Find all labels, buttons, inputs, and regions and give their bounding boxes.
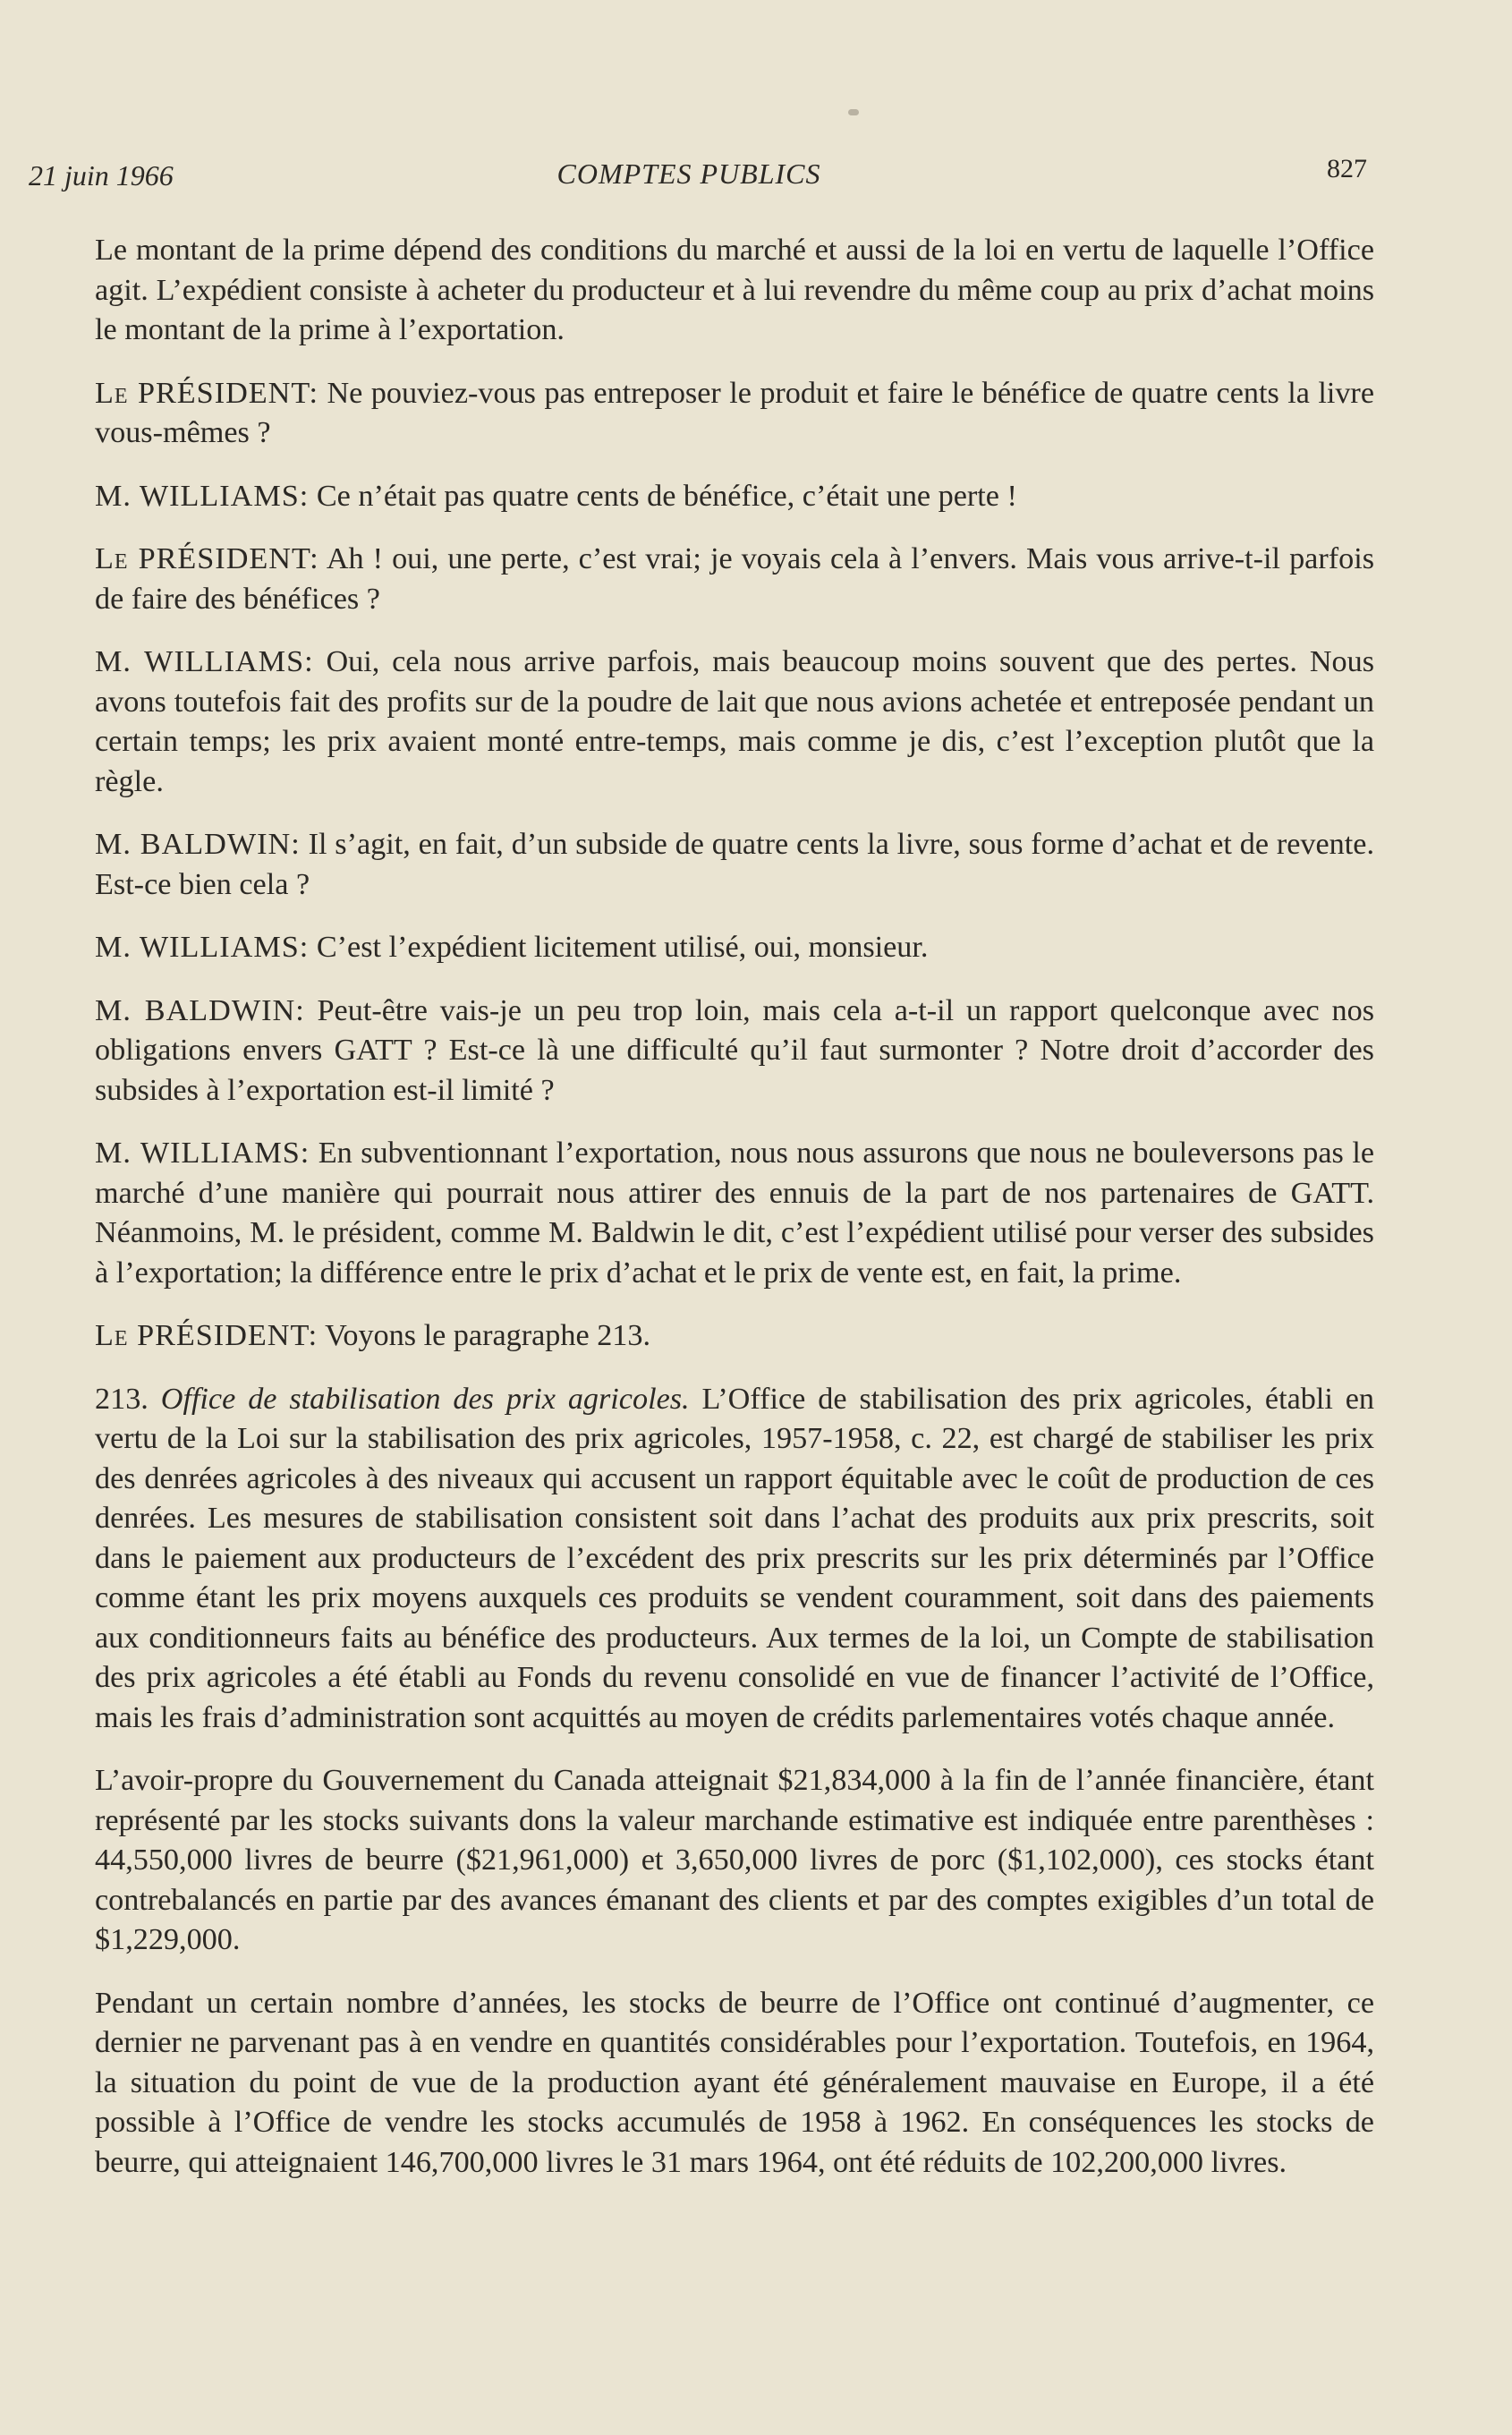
dialogue-paragraph	[95, 374, 1374, 454]
dialogue-paragraph	[95, 643, 1374, 802]
paragraph	[95, 1761, 1374, 1961]
speaker-label: M. WILLIAMS:	[95, 479, 310, 513]
dialogue-paragraph	[95, 928, 1374, 968]
paragraph-text: Il s’agit, en fait, d’un subside de quatre cents la livre, sous forme d’achat et de revente. Est-ce bien cela ?	[95, 828, 1374, 901]
speaker-label: M. BALDWIN:	[95, 993, 305, 1027]
section-text: L’Office de stabilisation des prix agricoles, établi en vertu de la Loi sur la stabilisation des prix agricoles, 1957-1958, c. 22, est chargé de stabiliser les prix des denrées agricoles à des niveaux qui accusent un rapport équitable avec le coût de production de ces denrées. Les mesures de stabilisation consistent soit dans l’achat des produits aux prix prescrits, soit dans le paiement aux producteurs de l’excédent des prix prescrits sur les prix déterminés par l’Office comme étant les prix moyens auxquels ces produits se vendent couramment, soit dans des paiements aux conditionneurs faits au bénéfice des producteurs. Aux termes de la loi, un Compte de stabilisation des prix agricoles a été établi au Fonds du revenu consolidé en vue de financer l’activité de l’Office, mais les frais d’administration sont acquittés au moyen de crédits parlementaires votés chaque année.	[95, 1382, 1375, 1734]
speaker-label: Le PRÉSIDENT:	[95, 376, 319, 410]
paragraph	[95, 1984, 1374, 2184]
page-number: 827	[1327, 154, 1367, 183]
page-speck	[848, 109, 859, 115]
paragraph-text: C’est l’expédient licitement utilisé, oui, monsieur.	[316, 931, 929, 964]
paragraph-text: Le montant de la prime dépend des conditions du marché et aussi de la loi en vertu de laquelle l’Office agit. L’expédient consiste à acheter du producteur et à lui revendre du même coup au prix d’achat moins le montant de la prime à l’exportation.	[95, 234, 1374, 346]
dialogue-paragraph	[95, 540, 1374, 619]
dialogue-paragraph	[95, 992, 1374, 1111]
paragraph-text: Voyons le paragraphe 213.	[325, 1319, 651, 1352]
paragraph-text: Peut-être vais-je un peu trop loin, mais cela a-t-il un rapport quelconque avec nos obligations envers GATT ? Est-ce là une difficulté qu’il faut surmonter ? Notre droit d’accorder des subsides à l’exportation est-il limité ?	[95, 993, 1374, 1107]
header-date: 21 juin 1966	[29, 159, 174, 192]
header-title: COMPTES PUBLICS	[556, 158, 821, 190]
speaker-label: Le PRÉSIDENT:	[95, 542, 319, 575]
section-heading: Office de stabilisation des prix agricoles.	[160, 1382, 690, 1416]
section-number: 213.	[95, 1382, 149, 1416]
speaker-label: Le PRÉSIDENT:	[95, 1319, 319, 1352]
speaker-label: M. WILLIAMS:	[95, 645, 314, 678]
paragraph-text: En subventionnant l’exportation, nous nous assurons que nous ne bouleversons pas le marché d’une manière qui pourrait nous attirer des ennuis de la part de nos partenaires de GATT. Néanmoins, M. le président, comme M. Baldwin le dit, c’est l’expédient utilisé pour verser des subsides à l’exportation; la différence entre le prix d’achat et le prix de vente est, en fait, la prime.	[95, 1137, 1374, 1290]
speaker-label: M. WILLIAMS:	[95, 931, 310, 964]
running-head	[0, 154, 1512, 208]
dialogue-paragraph	[95, 477, 1374, 517]
paragraph	[95, 231, 1374, 351]
paragraph-text: Pendant un certain nombre d’années, les stocks de beurre de l’Office ont continué d’augmenter, ce dernier ne parvenant pas à en vendre en quantités considérables pour l’exportation. Toutefois, en 1964, la situation du point de vue de la production ayant été généralement mauvaise en Europe, il a été possible à l’Office de vendre les stocks accumulés de 1958 à 1962. En conséquences les stocks de beurre, qui atteignaient 146,700,000 livres le 31 mars 1964, ont été réduits de 102,200,000 livres.	[95, 1986, 1374, 2179]
page-body	[95, 231, 1374, 2206]
speaker-label: M. BALDWIN:	[95, 828, 301, 861]
dialogue-paragraph	[95, 1316, 1374, 1357]
paragraph-text: Ah ! oui, une perte, c’est vrai; je voyais cela à l’envers. Mais vous arrive-t-il parfois de faire des bénéfices ?	[95, 542, 1374, 616]
paragraph-text: Oui, cela nous arrive parfois, mais beaucoup moins souvent que des pertes. Nous avons toutefois fait des profits sur de la poudre de lait que nous avions achetée et entreposée pendant un certain temps; les prix avaient monté entre-temps, mais comme je dis, c’est l’exception plutôt que la règle.	[95, 645, 1374, 798]
section-213	[95, 1380, 1374, 1739]
speaker-label: M. WILLIAMS:	[95, 1137, 310, 1170]
paragraph-text: Ne pouviez-vous pas entreposer le produit et faire le bénéfice de quatre cents la livre vous-mêmes ?	[95, 376, 1374, 449]
paragraph-text: L’avoir-propre du Gouvernement du Canada atteignait $21,834,000 à la fin de l’année financière, étant représenté par les stocks suivants dons la valeur marchande estimative est indiquée entre parenthèses : 44,550,000 livres de beurre ($21,961,000) et 3,650,000 livres de porc ($1,102,000), ces stocks étant contrebalancés en partie par des avances émanant des clients et par des comptes exigibles d’un total de $1,229,000.	[95, 1764, 1374, 1956]
dialogue-paragraph	[95, 1134, 1374, 1293]
paragraph-text: Ce n’était pas quatre cents de bénéfice, c’était une perte !	[316, 479, 1017, 513]
dialogue-paragraph	[95, 825, 1374, 905]
